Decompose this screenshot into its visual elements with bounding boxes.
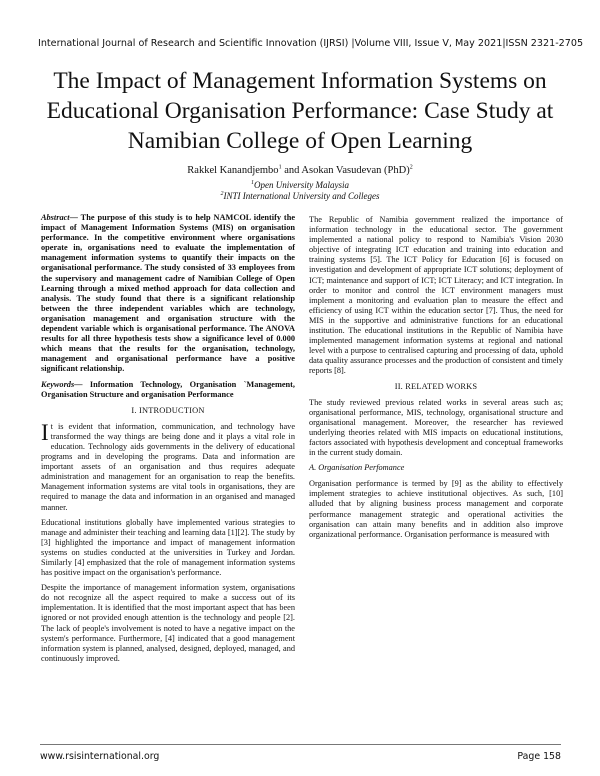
author-2-marker: 2: [409, 164, 413, 171]
author-2: Asokan Vasudevan (PhD): [301, 165, 410, 176]
subsection-heading-organisation-performance: A. Organisation Perfomance: [309, 463, 405, 473]
affiliation-2-marker: 2: [220, 191, 224, 197]
keywords-label: Keywords—: [41, 379, 83, 389]
author-1-marker: 1: [278, 164, 282, 171]
affiliation-2: $^2$INTI International University and Colleges: [220, 191, 380, 201]
author-conjunction: and: [281, 165, 302, 176]
abstract: [41, 213, 295, 375]
left-column: [41, 213, 295, 669]
section-heading-related-works: II. RELATED WORKS: [394, 381, 478, 391]
drop-cap: I: [41, 419, 49, 445]
related-paragraph-1: The study reviewed previous related works in several areas such as; organisational performance, MIS, technology, organisational structure and organisational management. Moreover, the researcher has reviewed underlying theories related with MIS impacts on educational institutions, factors associated with hypothesis development and conceptual frameworks in the current study domain.: [309, 397, 563, 458]
intro-paragraph-4: The Republic of Namibia government realized the importance of information technology in the educational sector. The government implemented a national policy to respond to Namibia's Vision 2030 objective of integrating ICT education and training into education and training systems [5]. The ICT Policy for Education [6] is focused on investigation and development of appropriate ICT solutions; deployment of ICT; maintenance and support of ICT; ICT Literacy; and ICT integration. In order to monitor and control the ICT environment managers must implement a monitoring and evaluation plan to measure the effect and efficiency of using ICT within the education sector [7]. Thus, the need for MIS in the supportive and administrative functions for an educational institution. The educational institutions in the Republic of Namibia have implemented management information systems at regional and national level with a purpose to centralised capturing and processing of data, uphold data quality assurance processes and the production of consistent and timely reports [8].: [309, 215, 563, 376]
journal-header: International Journal of Research and Scientific Innovation (IJRSI) |Volume VIII, Issue V, May 2021|ISSN 2321-2705: [38, 38, 584, 49]
affiliation-1-marker: 1: [251, 180, 254, 186]
footer-website: www.rsisinternational.org: [40, 751, 160, 762]
footer-divider: [40, 744, 561, 745]
keywords-text: Information Technology, Organisation `Management, Organisation Structure and organisation Performance: [41, 379, 295, 399]
affiliation-1: $^1$Open University Malaysia: [251, 180, 349, 190]
intro-paragraph-2: Educational institutions globally have implemented various strategies to manage and administer their teaching and learning data [1][2]. The study by [3] highlighted the importance and impact of management information systems on studies conducted at the universities in Turkey and Jordan. Similarly [4] emphasized that the role of management information systems has positive impact on the organisation's performance.: [41, 517, 295, 578]
abstract-text: The purpose of this study is to help NAMCOL identify the impact of Management Information Systems (MIS) on organisation performance. In the competitive environment where organisations operate in, organisations need to evaluate the implementation of management information systems to quantify their impacts on the organisational performance. The study consisted of 33 employees from the supervisory and management cadre of Namibian College of Open Learning through a mixed method approach for data collection and analysis. The study found that there is a significant relationship between the three independent variables which are technology, organisation management and organisation structure with the dependent variable which is organisational performance. The ANOVA results for all three hypothesis tests show a significance level of 0.000 which means that the results for the organisation, technology, management and organisational performance have a positive significant relationship.: [41, 213, 295, 374]
right-column: [309, 215, 563, 545]
footer-page-number: Page 158: [517, 751, 561, 762]
intro-paragraph-1: It is evident that information, communication, and technology have transformed the way things are being done and it plays a vital role in education. Technology aids governments in the delivery of educational programs and in developing the programs. Data and information are important assets of an organisation and thus requires adequate administration and management for an organisation to reap the benefits. Management information systems are vital tools in organisations, they are required to manage the data and information in an organised and managed manner.: [41, 419, 295, 512]
keywords: [41, 380, 295, 400]
paper-title: The Impact of Management Information Systems on Educational Organisation Performance: Case Study at Namibian College of Open Learning: [46, 68, 554, 154]
author-line: [40, 165, 560, 177]
abstract-label: Abstract—: [41, 213, 78, 222]
intro-paragraph-3: Despite the importance of management information system, organisations do not recognize all the aspect required to make a success out of its implementation. It is identified that the most important aspect that has been ignored or not provided enough attention is the technology and people [2]. The lack of people's involvement is noted to have a negative impact on the system's performance. Furthermore, [4] indicated that a good management information system is planned, analysed, designed, deployed, managed, and continuously improved.: [41, 583, 295, 663]
section-heading-introduction: I. INTRODUCTION: [131, 405, 205, 415]
subsection-a-paragraph-1: Organisation performance is termed by [9] as the ability to effectively implement strategies to achieve institutional objectives. As such, [10] alluded that by aligning business process management and corporate performance management strategic and operational activities the organisation can attain many benefits and in addition also improve organizational performance. Organisation performance is measured with: [309, 479, 563, 539]
author-1: Rakkel Kanandjembo: [187, 165, 279, 176]
